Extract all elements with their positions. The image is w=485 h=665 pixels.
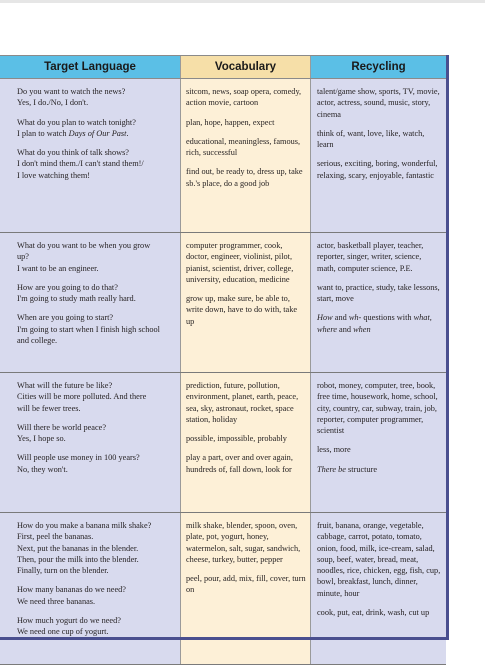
table-bottom-edge	[0, 637, 449, 640]
target-language-cell	[0, 79, 180, 232]
dialogue-line: Yes, I hope so.	[17, 434, 66, 444]
dialogue	[17, 312, 174, 346]
dialogue	[17, 584, 174, 607]
dialogue	[17, 86, 174, 109]
target-language-cell	[0, 233, 180, 372]
recycling-group: think of, want, love, like, watch, learn	[317, 128, 425, 150]
dialogue-line: Then, pour the milk into the blender.	[17, 554, 139, 564]
recycling-group: There be structure	[317, 464, 378, 474]
vocabulary-group: computer programmer, cook, doctor, engineer, violinist, pilot, pianist, scientist, driver, college, university, education, medicine	[186, 241, 294, 284]
dialogue	[17, 452, 174, 475]
dialogue-line: What do you want to be when you grow	[17, 241, 151, 250]
dialogue-line: We need three bananas.	[17, 596, 96, 606]
dialogue-line: What do you think of talk shows?	[17, 148, 129, 158]
dialogue-line: How are you going to do that?	[17, 282, 118, 292]
recycling-group: fruit, banana, orange, vegetable, cabbage, carrot, potato, tomato, onion, food, milk, ice-cream, salad, soup, beef, water, bread, meat, noodles, rice, chicken, egg, fish, cup, bowl, breakfast, lunch, dinner, minute, hour	[317, 521, 441, 598]
dialogue-line: I'm going to start when I finish high school	[17, 324, 160, 334]
dialogue-line: Yes, I do./No, I don't.	[17, 98, 89, 108]
recycling-group: less, more	[317, 445, 351, 455]
recycling-group: talent/game show, sports, TV, movie, actor, actress, sound, music, story, cinema	[317, 87, 440, 119]
table-right-edge	[446, 55, 449, 640]
dialogue-line: will be fewer trees.	[17, 403, 81, 413]
vocabulary-cell	[180, 373, 311, 512]
recycling-cell	[311, 233, 446, 372]
language-table	[0, 55, 446, 665]
dialogue-line: What do you plan to watch tonight?	[17, 117, 136, 127]
dialogue	[17, 240, 174, 274]
dialogue-line: up?	[17, 252, 29, 262]
recycling-cell	[311, 373, 446, 512]
recycling-cell	[311, 79, 446, 232]
dialogue-line: I plan to watch Days of Our Past.	[17, 128, 129, 138]
dialogue	[17, 117, 174, 140]
recycling-cell	[311, 513, 446, 664]
dialogue-line: I love watching them!	[17, 170, 91, 180]
dialogue-line: How much yogurt do we need?	[17, 616, 121, 626]
target-language-cell	[0, 513, 180, 664]
dialogue	[17, 422, 174, 445]
table-row	[0, 513, 446, 665]
dialogue-line: Will there be world peace?	[17, 422, 107, 432]
recycling-group: How and wh- questions with what, where and when	[317, 313, 432, 334]
table-row	[0, 373, 446, 513]
vocabulary-cell	[180, 79, 311, 232]
dialogue	[17, 147, 174, 181]
vocabulary-cell	[180, 513, 311, 664]
dialogue-line: How many bananas do we need?	[17, 585, 126, 595]
dialogue-line: Next, put the bananas in the blender.	[17, 543, 139, 553]
recycling-group: robot, money, computer, tree, book, free time, housework, home, school, city, country, car, subway, train, job, reporter, computer programmer, scientist	[317, 381, 438, 436]
dialogue-line: I want to be an engineer.	[17, 263, 99, 273]
vocabulary-group: plan, hope, happen, expect	[186, 117, 275, 127]
dialogue	[17, 282, 174, 305]
dialogue-line: What will the future be like?	[17, 381, 113, 390]
recycling-group: cook, put, eat, drink, wash, cut up	[317, 608, 430, 618]
dialogue-line: Do you want to watch the news?	[17, 87, 126, 96]
dialogue-line: First, peel the bananas.	[17, 532, 94, 542]
dialogue-line: How do you make a banana milk shake?	[17, 521, 152, 530]
recycling-group: actor, basketball player, teacher, reporter, singer, writer, science, math, computer science, P.E.	[317, 241, 424, 273]
table-row	[0, 79, 446, 233]
vocabulary-cell	[180, 233, 311, 372]
vocabulary-group: peel, pour, add, mix, fill, cover, turn on	[186, 574, 306, 595]
vocabulary-group: play a part, over and over again, hundreds of, fall down, look for	[186, 453, 293, 474]
recycling-group: want to, practice, study, take lessons, start, move	[317, 282, 440, 304]
dialogue-line: I'm going to study math really hard.	[17, 294, 136, 304]
recycling-group: serious, exciting, boring, wonderful, relaxing, scary, enjoyable, fantastic	[317, 159, 438, 180]
table-header	[0, 55, 446, 79]
vocabulary-group: sitcom, news, soap opera, comedy, action movie, cartoon	[186, 87, 302, 108]
vocabulary-group: prediction, future, pollution, environment, planet, earth, peace, sea, sky, astronaut, rocket, space station, holiday	[186, 381, 299, 424]
table-row	[0, 233, 446, 373]
dialogue-line: I don't mind them./I can't stand them!/	[17, 159, 144, 169]
dialogue-line: When are you going to start?	[17, 313, 114, 323]
dialogue-line: We need one cup of yogurt.	[17, 627, 109, 637]
target-language-cell	[0, 373, 180, 512]
vocabulary-group: possible, impossible, probably	[186, 434, 287, 444]
header-vocabulary: Vocabulary	[180, 56, 311, 78]
dialogue-line: Will people use money in 100 years?	[17, 453, 140, 463]
dialogue	[17, 615, 174, 638]
dialogue	[17, 520, 174, 576]
header-target-language: Target Language	[0, 56, 180, 78]
top-border	[0, 0, 485, 3]
dialogue-line: No, they won't.	[17, 464, 68, 474]
header-recycling: Recycling	[311, 56, 446, 78]
vocabulary-group: milk shake, blender, spoon, oven, plate, pot, yogurt, honey, watermelon, salt, sugar, sandwich, cheese, turkey, butter, pepper	[186, 521, 301, 564]
dialogue-line: and college.	[17, 336, 58, 346]
vocabulary-group: grow up, make sure, be able to, write down, have to do with, take up	[186, 294, 298, 326]
vocabulary-group: find out, be ready to, dress up, take sb.'s place, do a good job	[186, 167, 303, 188]
dialogue-line: Finally, turn on the blender.	[17, 566, 109, 576]
dialogue	[17, 380, 174, 414]
dialogue-line: Cities will be more polluted. And there	[17, 392, 147, 402]
vocabulary-group: educational, meaningless, famous, rich, successful	[186, 136, 301, 158]
